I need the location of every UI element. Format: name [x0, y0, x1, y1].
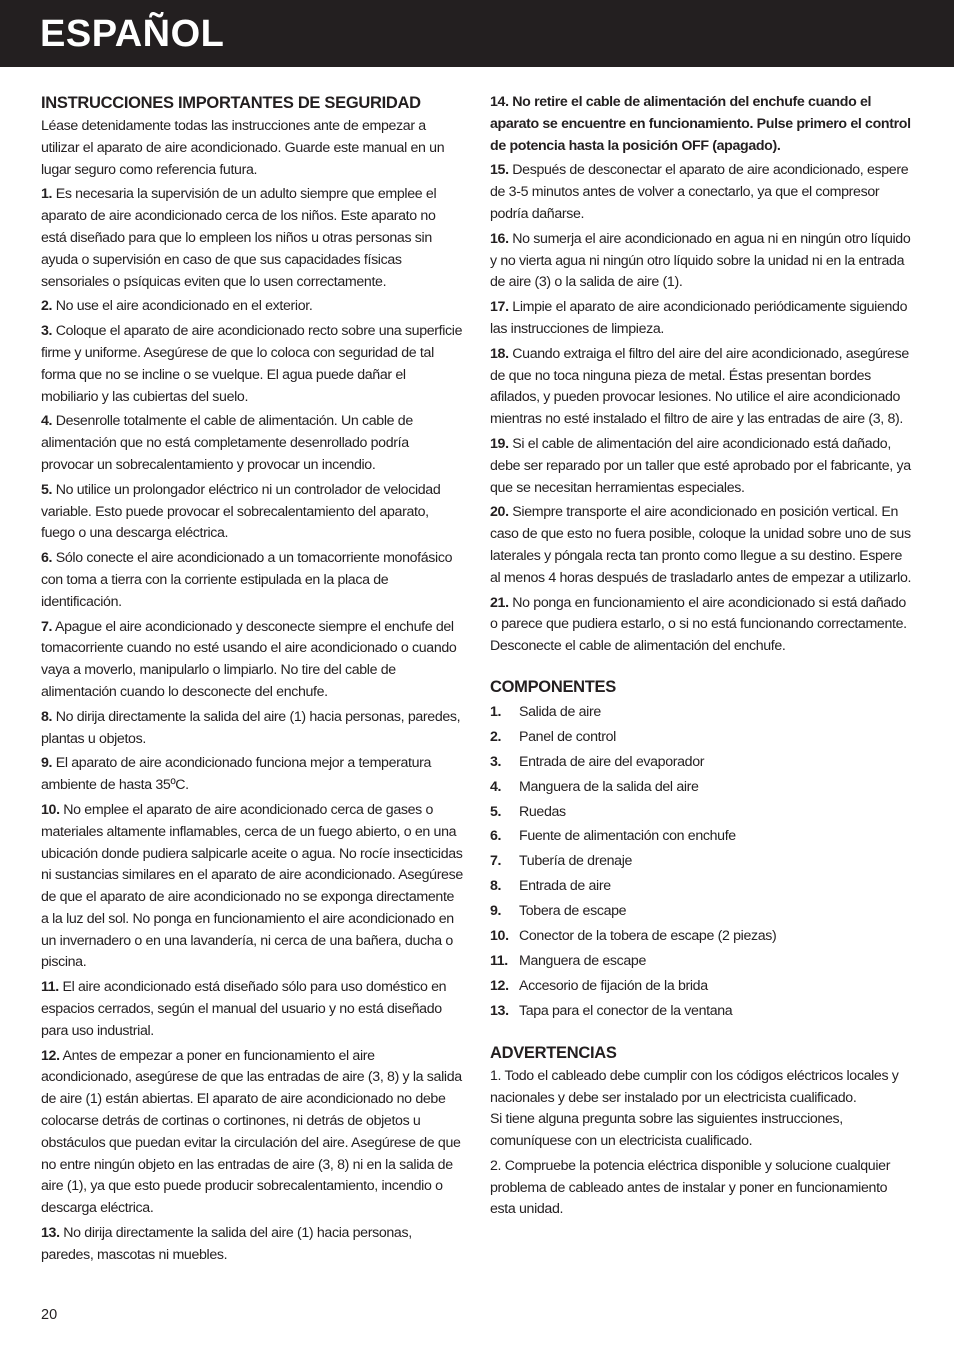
list-item	[490, 874, 914, 899]
item-number: 4.	[41, 413, 53, 430]
item-text: Si el cable de alimentación del aire acondicionado está dañado, debe ser reparado por un taller que esté aprobado por el fabricante, ya que se necesitan herramientas especiales.	[490, 435, 911, 496]
component-label: Manguera de escape	[519, 952, 646, 969]
right-column	[490, 92, 914, 1224]
list-item	[490, 725, 914, 750]
components-list	[490, 700, 914, 1024]
component-number: 7.	[490, 853, 502, 870]
component-label: Accesorio de fijación de la brida	[519, 977, 708, 994]
component-number: 5.	[490, 803, 502, 820]
safety-item-4	[41, 411, 463, 476]
list-item	[490, 824, 914, 849]
item-text: Antes de empezar a poner en funcionamiento el aire acondicionado, asegúrese de que las entradas de aire (3, 8) y la salida de aire (1) están abiertas. El aparato de aire acondicionado no debe colocarse detrás de cortinas o cortinones, ni detrás de objetos u obstáculos que puedan evitar la circulación del aire. Asegúrese de que no entre ningún objeto en las entradas de aire (3, 8) ni en la salida de aire (1), ya que esto puede producir sobrecalentamiento, incendio o descarga eléctrica.	[41, 1047, 462, 1217]
safety-item-16	[490, 229, 914, 294]
item-text: Apague el aire acondicionado y desconecte siempre el enchufe del tomacorriente cuando no esté usando el aire acondicionado o cuando vaya a moverlo, manipularlo o limpiarlo. No tire del cable de alimentación cuando lo desconecte del enchufe.	[41, 618, 457, 700]
item-text: No dirija directamente la salida del aire (1) hacia personas, paredes, mascotas ni muebles.	[41, 1225, 412, 1263]
item-text: Desenrolle totalmente el cable de alimentación. Un cable de alimentación que no está completamente desenrollado podría provocar un sobrecalentamiento y provocar un incendio.	[41, 413, 413, 473]
item-number: 12.	[41, 1047, 60, 1064]
component-label: Tubería de drenaje	[519, 853, 633, 870]
safety-intro: Léase detenidamente todas las instrucciones ante de empezar a utilizar el aparato de aire acondicionado. Guarde este manual en un lugar seguro como referencia futura.	[41, 118, 445, 178]
component-label: Entrada de aire del evaporador	[519, 753, 705, 770]
list-item	[490, 949, 914, 974]
item-text: Siempre transporte el aire acondicionado en posición vertical. En caso de que esto no fuera posible, coloque la unidad sobre uno de sus laterales y póngala recta tan pronto como llegue a su destino. Espere al menos 4 horas después de trasladarlo antes de empezar a utilizarlo.	[490, 504, 912, 586]
list-item	[490, 924, 914, 949]
item-number: 13.	[41, 1225, 60, 1242]
item-text: No utilice un prolongador eléctrico ni un controlador de velocidad variable. Esto puede provocar el sobrecalentamiento del aparato, fuego o una descarga eléctrica.	[41, 481, 441, 542]
component-label: Manguera de la salida del aire	[519, 778, 699, 795]
item-text: No dirija directamente la salida del aire (1) hacia personas, paredes, plantas u objetos.	[41, 708, 461, 747]
item-text: No sumerja el aire acondicionado en agua ni en ningún otro líquido y no vierta agua ni ningún otro líquido sobre la unidad ni en la entrada de aire (3) o la salida de aire (1).	[490, 230, 911, 291]
safety-item-7	[41, 617, 463, 704]
item-number: 11.	[41, 979, 59, 996]
component-number: 10.	[490, 928, 509, 945]
safety-item-14: 14. No retire el cable de alimentación del enchufe cuando el aparato se encuentre en funcionamiento. Pulse primero el control de potencia hasta la posición OFF (apagado).	[490, 94, 911, 154]
component-label: Tobera de escape	[519, 903, 627, 920]
component-label: Salida de aire	[519, 703, 601, 720]
component-label: Tapa para el conector de la ventana	[519, 1002, 733, 1019]
list-item	[490, 849, 914, 874]
warning-1-part-b: Si tiene alguna pregunta sobre las siguientes instrucciones, comuníquese con un electricista cualificado.	[490, 1111, 843, 1150]
language-header-bar	[0, 0, 954, 67]
list-item	[490, 899, 914, 924]
item-number: 9.	[41, 755, 53, 772]
item-text: No emplee el aparato de aire acondicionado cerca de gases o materiales altamente inflamables, cerca de un fuego abierto, o en una ubicación donde pudiera salpicarle aceite o agua. No rocíe insecticidas ni sustancias similares en el aparato de aire acondicionado. Asegúrese de que el aparato de aire acondicionado no se exponga directamente a la luz del sol. No ponga en funcionamiento el aire acondicionado en un invernadero o en una lavandería, ni cerca de una bañera, ducha o piscina.	[41, 801, 463, 971]
item-number: 1.	[41, 186, 53, 203]
safety-item-8	[41, 707, 463, 751]
item-text: No use el aire acondicionado en el exterior.	[55, 298, 313, 315]
safety-item-11	[41, 977, 463, 1042]
list-item	[490, 775, 914, 800]
component-label: Panel de control	[519, 728, 616, 745]
item-number: 7.	[41, 618, 53, 635]
item-text: Limpie el aparato de aire acondicionado periódicamente siguiendo las instrucciones de limpieza.	[490, 299, 908, 337]
component-label: Ruedas	[519, 803, 566, 820]
component-number: 11.	[490, 952, 508, 969]
item-number: 6.	[41, 550, 53, 567]
item-text: El aparato de aire acondicionado funciona mejor a temperatura ambiente de hasta 35ºC.	[41, 755, 432, 794]
safety-title: INSTRUCCIONES IMPORTANTES DE SEGURIDAD	[41, 94, 421, 112]
item-number: 18.	[490, 345, 509, 362]
component-label: Fuente de alimentación con enchufe	[519, 828, 736, 845]
list-item	[490, 700, 914, 725]
safety-item-13	[41, 1223, 463, 1267]
safety-item-6	[41, 548, 463, 613]
component-number: 9.	[490, 903, 502, 920]
component-number: 4.	[490, 778, 502, 795]
safety-item-2	[41, 296, 463, 318]
safety-item-17	[490, 297, 914, 341]
component-number: 2.	[490, 728, 502, 745]
item-text: Es necesaria la supervisión de un adulto siempre que emplee el aparato de aire acondicionado cerca de los niños. Este aparato no está diseñado para que lo empleen los niños u otras personas sin ayuda o supervisión en caso de que sus capacidades físicas sensoriales o psíquicas eviten que lo usen correctamente.	[41, 186, 437, 290]
safety-item-1	[41, 184, 463, 293]
item-number: 17.	[490, 299, 509, 316]
item-number: 2.	[41, 298, 53, 315]
item-text: Coloque el aparato de aire acondicionado recto sobre una superficie firme y uniforme. Asegúrese de que lo coloca con seguridad de tal forma que no se incline o se vuelque. El agua puede dañar el mobiliario y las cubiertas del suelo.	[41, 323, 463, 405]
list-item	[490, 750, 914, 775]
item-text: Cuando extraiga el filtro del aire del aire acondicionado, asegúrese de que no toca ninguna pieza de metal. Éstas presentan bordes afilados, y pueden provocar lesiones. No utilice el aire acondicionado mientras no esté instalado el filtro de aire y las entradas de aire (3, 8).	[490, 345, 909, 428]
item-number: 3.	[41, 323, 53, 340]
component-number: 13.	[490, 1002, 509, 1019]
safety-item-5	[41, 480, 463, 545]
item-number: 20.	[490, 504, 509, 521]
page-number: 20	[41, 1307, 58, 1323]
item-text: Después de desconectar el aparato de aire acondicionado, espere de 3-5 minutos antes de volver a conectarlo, ya que el compresor podría dañarse.	[490, 162, 909, 222]
left-column	[41, 92, 463, 1270]
list-item	[490, 999, 914, 1024]
item-number: 16.	[490, 230, 509, 247]
safety-item-12	[41, 1046, 463, 1220]
item-number: 8.	[41, 708, 53, 725]
component-label: Conector de la tobera de escape (2 piezas)	[519, 928, 777, 945]
warning-1-part-a: 1. Todo el cableado debe cumplir con los códigos eléctricos locales y nacionales y debe ser instalado por un electricista cualificado.	[490, 1067, 899, 1106]
component-number: 8.	[490, 878, 502, 895]
item-number: 21.	[490, 594, 509, 611]
item-number: 19.	[490, 435, 509, 452]
safety-item-3	[41, 321, 463, 408]
item-number: 5.	[41, 481, 53, 498]
safety-item-15	[490, 160, 914, 225]
component-number: 12.	[490, 977, 509, 994]
language-title: ESPAÑOL	[40, 13, 225, 55]
component-number: 1.	[490, 703, 502, 720]
component-number: 6.	[490, 828, 502, 845]
safety-item-10	[41, 800, 463, 974]
item-number: 15.	[490, 162, 509, 179]
item-text: No ponga en funcionamiento el aire acondicionado si está dañado o parece que pudiera estarlo, o si no está funcionando correctamente. Desconecte el cable de alimentación del enchufe.	[490, 594, 907, 655]
list-item	[490, 974, 914, 999]
warnings-title: ADVERTENCIAS	[490, 1043, 617, 1062]
safety-item-21	[490, 593, 914, 658]
safety-item-19	[490, 434, 914, 499]
component-label: Entrada de aire	[519, 878, 611, 895]
warning-2: 2. Compruebe la potencia eléctrica disponible y solucione cualquier problema de cableado antes de instalar y poner en funcionamiento esta unidad.	[490, 1157, 891, 1218]
safety-item-18	[490, 344, 914, 431]
safety-item-20	[490, 502, 914, 589]
item-text: El aire acondicionado está diseñado sólo para uso doméstico en espacios cerrados, según el manual del usuario y no está diseñado para uso industrial.	[41, 979, 447, 1039]
item-text: Sólo conecte el aire acondicionado a un tomacorriente monofásico con toma a tierra con la corriente estipulada en la placa de identificación.	[41, 550, 453, 610]
item-number: 10.	[41, 801, 60, 818]
list-item	[490, 800, 914, 825]
component-number: 3.	[490, 753, 502, 770]
components-title: COMPONENTES	[490, 677, 616, 696]
safety-item-9	[41, 753, 463, 797]
